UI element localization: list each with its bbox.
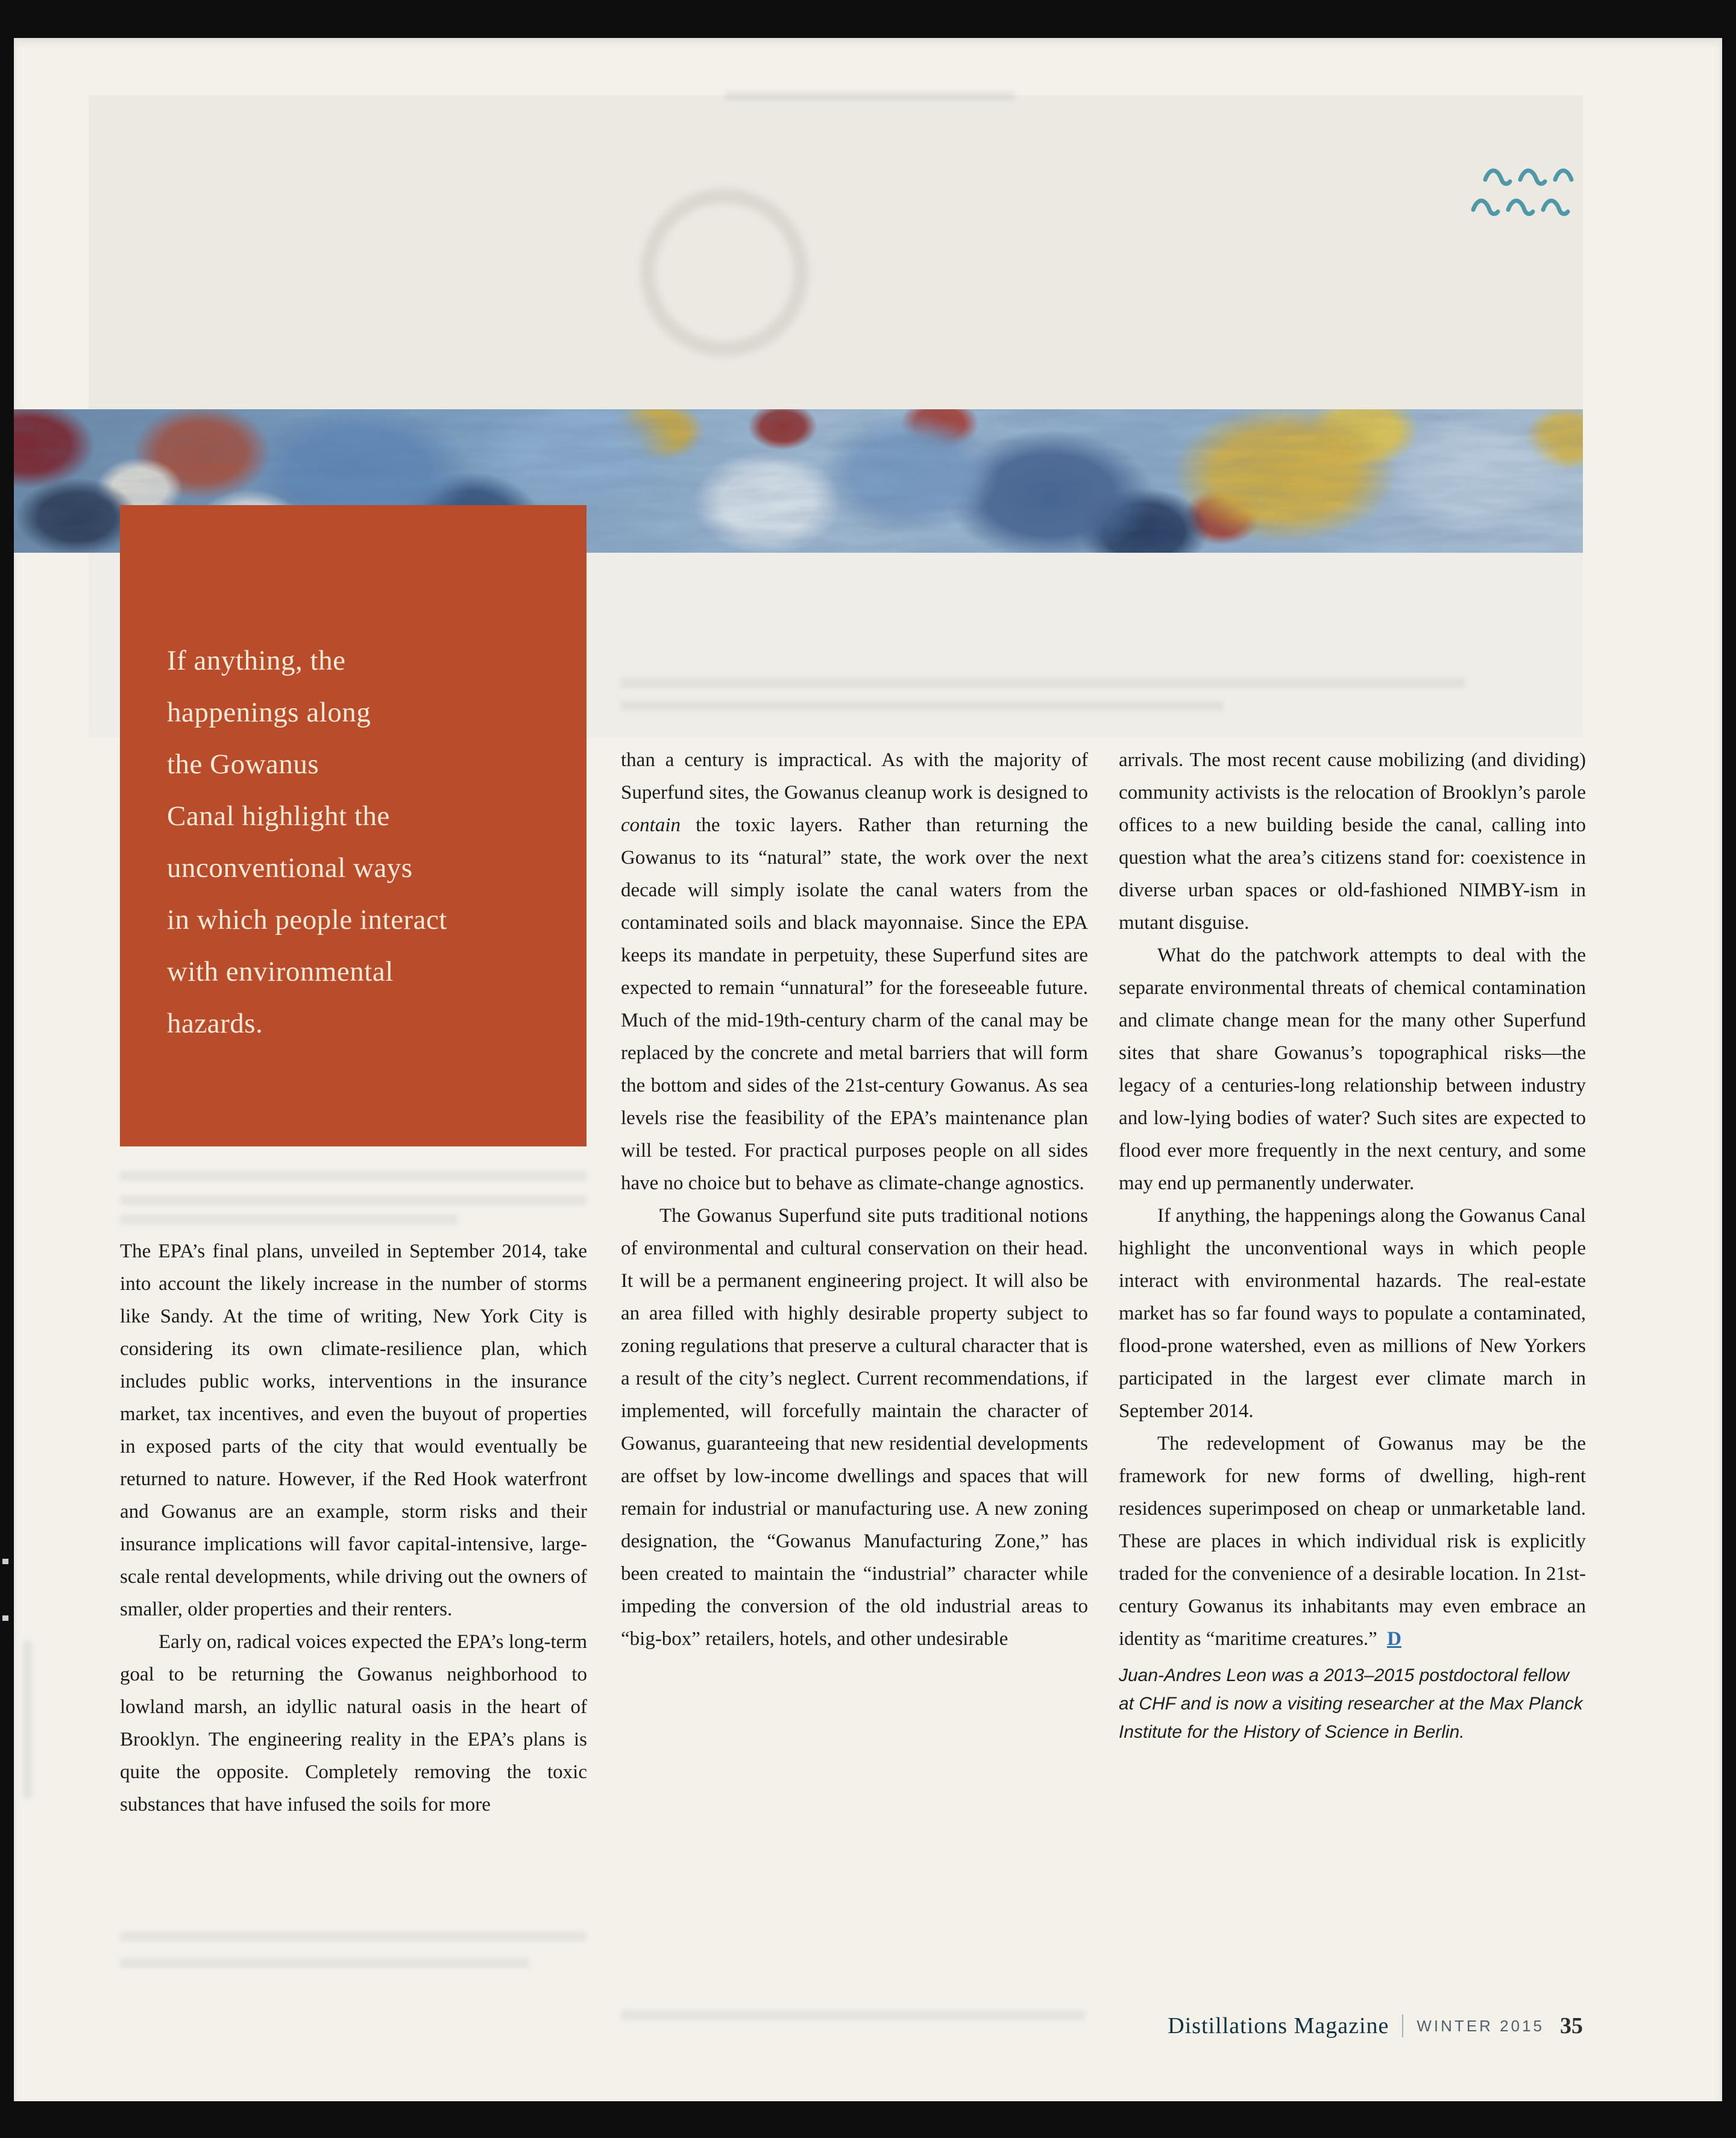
author-bio: Juan-Andres Leon was a 2013–2015 postdoctoral fellow at CHF and is now a visiting researcher at the Max Planck Institute for the History of Science in Berlin. (1119, 1665, 1583, 1742)
pull-quote-line: If anything, the (167, 645, 346, 676)
pull-quote-line: hazards. (167, 1008, 263, 1039)
waves-icon (1467, 154, 1588, 221)
showthrough-line (120, 1215, 458, 1224)
showthrough-line (120, 1171, 587, 1181)
article-column-1 (120, 1235, 587, 1821)
scan-artifact (2, 1615, 8, 1621)
pull-quote (120, 505, 587, 1146)
showthrough-line (120, 1958, 530, 1968)
pull-quote-line: in which people interact (167, 904, 447, 935)
showthrough-line (621, 2010, 1085, 2020)
issue-label: WINTER 2015 (1417, 2016, 1544, 2035)
showthrough-line (120, 1195, 587, 1205)
showthrough-line (120, 1932, 587, 1941)
showthrough-line (621, 701, 1224, 711)
page-number: 35 (1560, 2013, 1583, 2039)
body-paragraph: The Gowanus Superfund site puts traditional notions of environmental and cultural conservation on their head. It will be a permanent engineering project. It will also be an area filled with highly desirable property subject to zoning regulations that preserve a cultural character that is a result of the city’s neglect. Current recommendations, if implemented, will forcefully maintain the character of Gowanus, guaranteeing that new residential developments are offset by low-income dwellings and spaces that will remain for industrial or manufacturing use. A new zoning designation, the “Gowanus Manufacturing Zone,” has been created to maintain the “industrial” character while impeding the conversion of the old industrial areas to “big-box” retailers, hotels, and other undesirable (621, 1205, 1088, 1650)
showthrough-ring (641, 189, 808, 356)
article-end-mark: D (1387, 1628, 1401, 1650)
showthrough-panel-top (89, 95, 1583, 409)
pull-quote-line: happenings along (167, 697, 371, 728)
paragraph-text: the toxic layers. Rather than returning the Gowanus to its “natural” state, the work over the next decade will simply isolate the canal waters from the contaminated soils and black mayonnaise. Since the EPA keeps its mandate in perpetuity, these Superfund sites are expected to remain “unnatural” for the foreseeable future. Much of the mid-19th-century charm of the canal may be replaced by the concrete and metal barriers that will form the bottom and sides of the 21st-century Gowanus. As sea levels rise the feasibility of the EPA’s maintenance plan will be tested. For practical purposes people on all sides have no choice but to behave as climate-change agnostics. (621, 814, 1088, 1194)
magazine-name: Distillations Magazine (1168, 2013, 1389, 2039)
showthrough-line (725, 91, 1014, 101)
paragraph-text: The redevelopment of Gowanus may be the framework for new forms of dwelling, high-rent residences superimposed on cheap or unmarketable land. These are places in which individual risk is explicitly traded for the convenience of a desirable location. In 21st-century Gowanus its inhabitants may even embrace an identity as “maritime creatures.” (1119, 1433, 1586, 1650)
body-paragraph (621, 744, 1088, 1199)
pull-quote-line: the Gowanus (167, 749, 319, 780)
pull-quote-line: unconventional ways (167, 852, 413, 884)
pull-quote-line: with environmental (167, 956, 394, 987)
scan-artifact (2, 1559, 8, 1564)
body-paragraph: If anything, the happenings along the Gowanus Canal highlight the unconventional ways in which people interact with environmental hazards. The real-estate market has so far found ways to populate a contaminated, flood-prone watershed, even as millions of New Yorkers participated in the largest ever climate march in September 2014. (1119, 1205, 1586, 1422)
page-footer (1168, 2013, 1583, 2039)
body-paragraph: What do the patchwork attempts to deal with the separate environmental threats of chemical contamination and climate change mean for the many other Superfund sites that share Gowanus’s topographical risks—the legacy of a centuries-long relationship between industry and low-lying bodies of water? Such sites are expected to flood ever more frequently in the next century, and some may end up permanently underwater. (1119, 945, 1586, 1194)
body-paragraph: arrivals. The most recent cause mobilizing (and dividing) community activists is the relocation of Brooklyn’s parole offices to a new building beside the canal, calling into question what the area’s citizens stand for: coexistence in diverse urban spaces or old-fashioned NIMBY-ism in mutant disguise. (1119, 749, 1586, 934)
body-paragraph: The EPA’s final plans, unveiled in September 2014, take into account the likely increase in the number of storms like Sandy. At the time of writing, New York City is considering its own climate-resilience plan, which includes public works, interventions in the insurance market, tax incentives, and even the buyout of properties in exposed parts of the city that would eventually be returned to nature. However, if the Red Hook waterfront and Gowanus are an example, storm risks and their insurance implications will favor capital-intensive, large-scale rental developments, while driving out the owners of smaller, older properties and their renters. (120, 1240, 587, 1620)
paragraph-text: than a century is impractical. As with the majority of Superfund sites, the Gowanus cleanup work is designed to (621, 749, 1088, 803)
showthrough-line (23, 1641, 33, 1798)
magazine-page (14, 38, 1722, 2101)
italic-word: contain (621, 814, 681, 836)
body-paragraph (1119, 1427, 1586, 1655)
footer-divider (1402, 2014, 1403, 2037)
body-paragraph: Early on, radical voices expected the EPA’s long-term goal to be returning the Gowanus neighborhood to lowland marsh, an idyllic natural oasis in the heart of Brooklyn. The engineering reality in the EPA’s plans is quite the opposite. Completely removing the toxic substances that have infused the soils for more (120, 1631, 587, 1816)
pull-quote-line: Canal highlight the (167, 800, 390, 832)
article-column-3 (1119, 744, 1586, 1746)
showthrough-line (621, 678, 1465, 688)
article-column-2 (621, 744, 1088, 1655)
